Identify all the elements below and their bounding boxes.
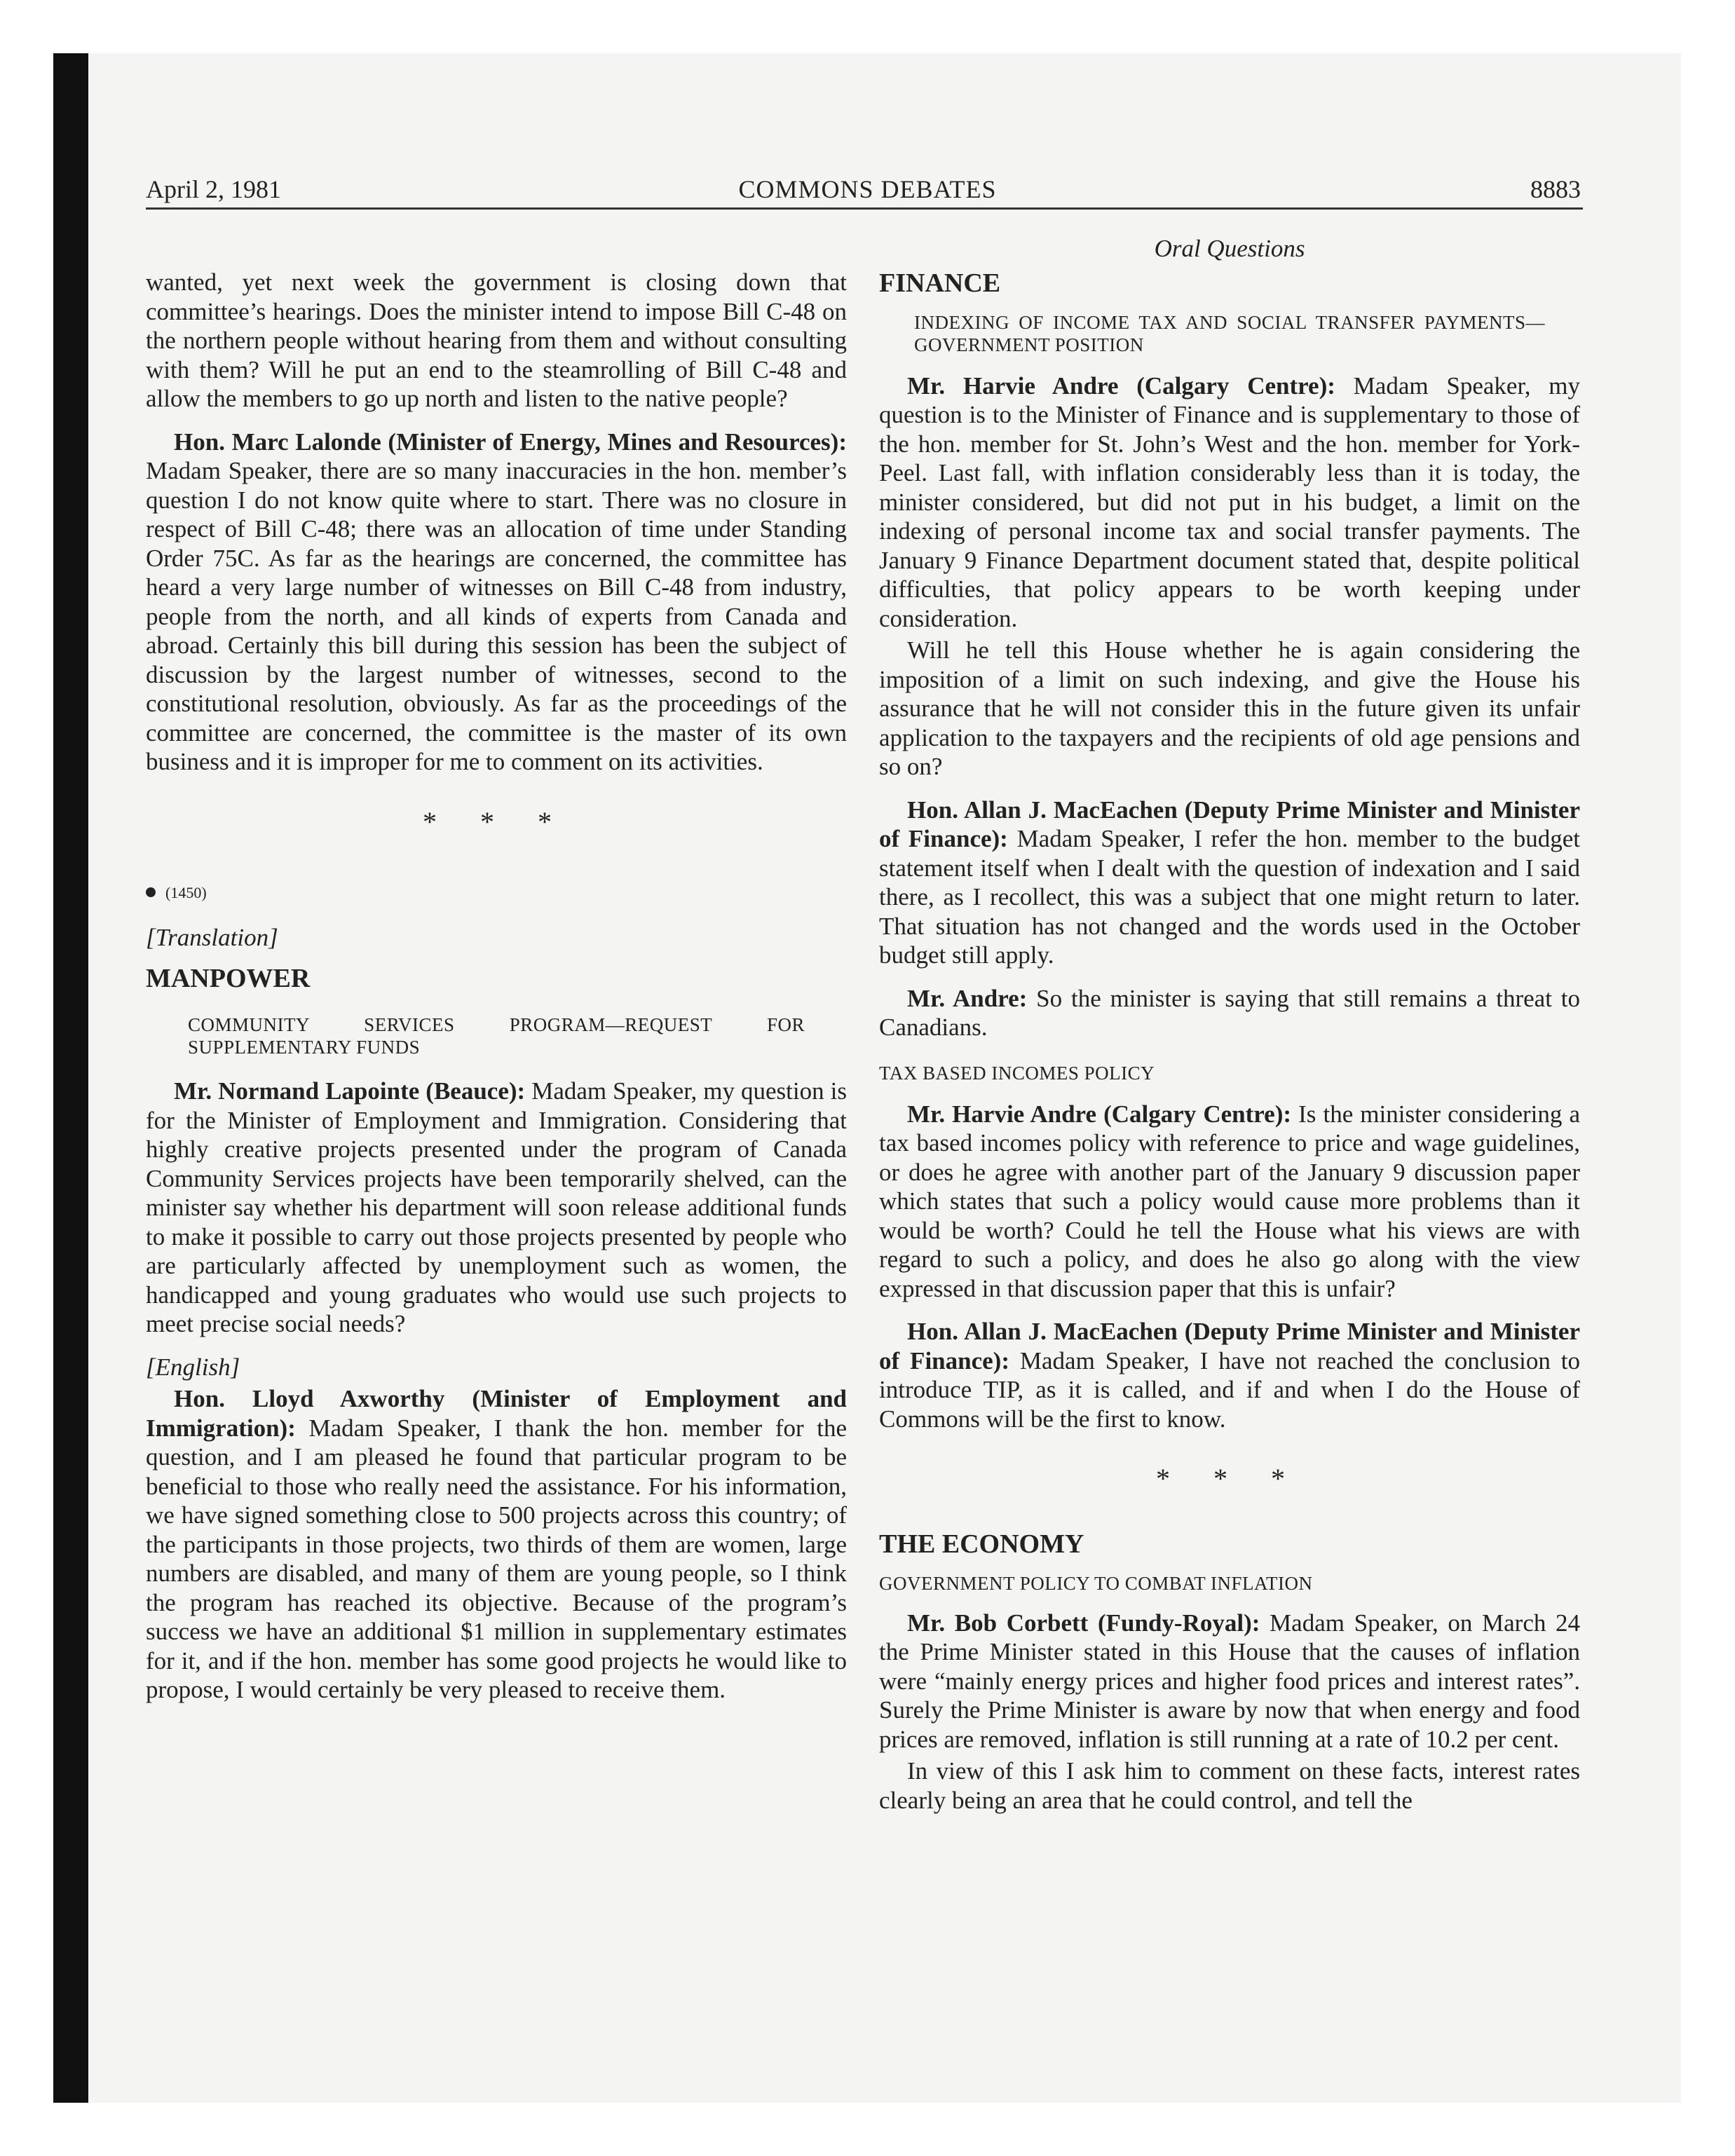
paragraph: Will he tell this House whether he is again considering the imposition of a limit on such indexing, and give the House his assurance that he will not consider this in the future given its unfair application to the taxpayers and the recipients of old age pensions and so on? bbox=[879, 636, 1580, 780]
speaker-name: Mr. Bob Corbett (Fundy-Royal): bbox=[907, 1609, 1260, 1637]
paragraph bbox=[879, 1609, 1580, 1754]
header-publication: COMMONS DEBATES bbox=[738, 175, 997, 203]
paragraph bbox=[879, 371, 1580, 634]
right-column bbox=[879, 234, 1580, 1815]
speaker-name: Hon. Lloyd Axworthy (Minister of Employment and Immigration): bbox=[146, 1385, 847, 1442]
section-heading: FINANCE bbox=[879, 268, 1001, 298]
speech-text: Madam Speaker, I refer the hon. member to the budget statement itself when I dealt with the question of indexation and I said there, as I recollect, this was a subject that one might return to later. That situation has not changed and the words used in the October budget still apply. bbox=[879, 825, 1580, 969]
translation-note: [English] bbox=[146, 1353, 240, 1381]
header-rule bbox=[146, 207, 1583, 210]
paragraph bbox=[146, 428, 847, 777]
paragraph: In view of this I ask him to comment on these facts, interest rates clearly being an area that he could control, and tell the bbox=[879, 1757, 1580, 1814]
speech-text: Madam Speaker, on March 24 the Prime Minister stated in this House that the causes of inflation were “mainly energy prices and higher food prices and interest rates”. Surely the Prime Minister is aware by now that when energy and food prices are removed, inflation is still running at a rate of 10.2 per cent. bbox=[879, 1609, 1581, 1753]
paragraph bbox=[146, 1384, 847, 1705]
speaker-name: Mr. Andre: bbox=[907, 984, 1028, 1012]
section-heading: MANPOWER bbox=[146, 964, 311, 993]
speech-text: Madam Speaker, there are so many inaccuracies in the hon. member’s question I do not know quite where to start. There was no closure in respect of Bill C-48; there was an allocation of time under Standing Order 75C. As far as the hearings are concerned, the committee has heard a very large number of witnesses on Bill C-48 from industry, people from the north, and all kinds of experts from Canada and abroad. Certainly this bill during this session has been the subject of discussion by the largest number of witnesses, second to the constitutional resolution, obviously. As far as the proceedings of the committee are concerned, the committee is the master of its own business and it is improper for me to comment on its activities. bbox=[146, 457, 847, 775]
bullet-icon bbox=[146, 887, 156, 897]
translation-note: [Translation] bbox=[146, 923, 278, 951]
paragraph bbox=[879, 984, 1580, 1042]
speaker-name: Mr. Harvie Andre (Calgary Centre): bbox=[907, 1100, 1292, 1128]
speaker-name: Mr. Normand Lapointe (Beauce): bbox=[174, 1077, 526, 1105]
time-marker-text: (1450) bbox=[165, 884, 207, 901]
speech-text: Is the minister considering a tax based incomes policy with reference to price and wage guidelines, or does he agree with another part of the January 9 discussion paper which states that such a policy would cause more problems than it would be worth? Could he tell the House what his views are with regard to such a policy, and does he also go along with the view expressed in that discussion paper that this is unfair? bbox=[879, 1100, 1580, 1302]
section-separator: * * * bbox=[1156, 1463, 1303, 1494]
speech-text: Madam Speaker, my question is for the Minister of Employment and Immigration. Considering that highly creative projects presented under the program of Canada Community Services projects have been temporarily shelved, can the minister say whether his department will soon release additional funds to make it possible to carry out those projects presented by people who are particularly affected by unemployment such as women, the handicapped and young graduates who would use such projects to meet precise social needs? bbox=[146, 1077, 847, 1337]
speaker-name: Mr. Harvie Andre (Calgary Centre): bbox=[907, 371, 1335, 400]
speaker-name: Hon. Marc Lalonde (Minister of Energy, Mines and Resources): bbox=[174, 428, 847, 456]
speech-text: Madam Speaker, I have not reached the conclusion to introduce TIP, as it is called, and if and when I do the House of Commons will be the first to know. bbox=[879, 1346, 1580, 1433]
time-marker bbox=[146, 875, 847, 908]
subheading: TAX BASED INCOMES POLICY bbox=[879, 1062, 1155, 1084]
paragraph bbox=[879, 1317, 1580, 1433]
subheading: GOVERNMENT POLICY TO COMBAT INFLATION bbox=[879, 1572, 1313, 1594]
left-column bbox=[146, 268, 847, 1705]
section-separator: * * * bbox=[423, 805, 570, 838]
paragraph bbox=[879, 1100, 1580, 1304]
speech-text: Madam Speaker, my question is to the Minister of Finance and is supplementary to those of the hon. member for St. John’s West and the hon. member for York-Peel. Last fall, with inflation considerably less than it is today, the minister considered, but did not put in his budget, a limit on the indexing of personal income tax and social transfer payments. The January 9 Finance Department document stated that, despite political difficulties, that policy appears to be worth keeping under consideration. bbox=[879, 371, 1580, 632]
subheading: INDEXING OF INCOME TAX AND SOCIAL TRANSFER PAYMENTS—GOVERNMENT POSITION bbox=[914, 311, 1545, 355]
paragraph: wanted, yet next week the government is closing down that committee’s hearings. Does the minister intend to impose Bill C-48 on the northern people without hearing from them and without consulting with them? Will he put an end to the steamrolling of Bill C-48 and allow the members to go up north and listen to the native people? bbox=[146, 268, 847, 412]
paragraph bbox=[879, 796, 1580, 970]
speech-text: Madam Speaker, I thank the hon. member for the question, and I am pleased he found that particular program to be beneficial to those who really need the assistance. For his information, we have signed something close to 500 projects across this country; of the participants in those projects, two thirds of them are women, large numbers are disabled, and many of them are young people, so I think the program has reached its objective. Because of the program’s success we have an additional $1 million in supplementary estimates for it, and if the hon. member has some good projects he would like to propose, I would certainly be very pleased to receive them. bbox=[146, 1414, 847, 1703]
paragraph bbox=[146, 1077, 847, 1339]
speaker-name: Hon. Allan J. MacEachen (Deputy Prime Minister and Minister of Finance): bbox=[879, 796, 1580, 852]
header-page-number: 8883 bbox=[1530, 175, 1581, 203]
subheading: COMMUNITY SERVICES PROGRAM—REQUEST FOR SUPPLEMENTARY FUNDS bbox=[188, 1014, 805, 1058]
speech-text: So the minister is saying that still remains a threat to Canadians. bbox=[879, 984, 1580, 1041]
header-date: April 2, 1981 bbox=[146, 175, 281, 203]
speaker-name: Hon. Allan J. MacEachen (Deputy Prime Minister and Minister of Finance): bbox=[879, 1318, 1580, 1374]
section-kicker: Oral Questions bbox=[1154, 235, 1305, 262]
section-heading: THE ECONOMY bbox=[879, 1529, 1084, 1559]
